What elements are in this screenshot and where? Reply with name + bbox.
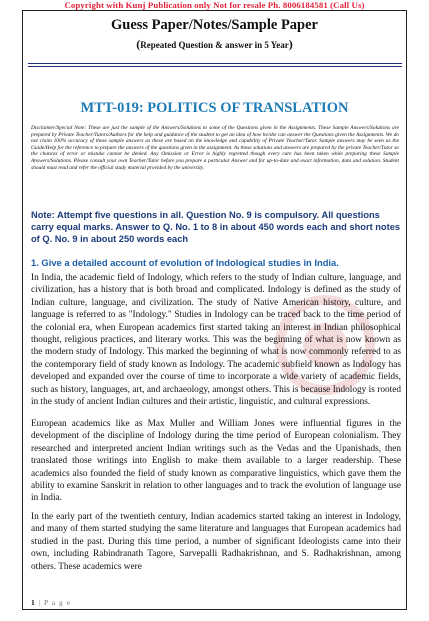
subheading-open-paren: ( <box>136 37 141 51</box>
page-footer <box>31 598 71 607</box>
disclaimer-text: Disclaimer/Special Note: These are just the sample of the Answers/Solutions to some of the Questions given in the Assignments. These Sample Answers/Solutions are prepared by Private Teacher/Tutors/Authors for the help and guidance of the student to get an idea of how he/she can answer the Questions given the Assignments. We do not claim 100% accuracy of these sample answers as these are based on the knowledge and capability of Private Teacher/Tutor. Sample answers may be seen as the Guide/Help for the reference to prepare the answers of the questions given in the assignment. As these solutions and answers are prepared by the private Teacher/Tutor so the chances of error or mistake cannot be denied. Any Omission or Error is highly regretted though every care has been taken while preparing these Sample Answers/Solutions. Please consult your own Teacher/Tutor before you prepare a particular Answer and for up-to-date and exact information, data and solution. Student should must read and refer the official study material provided by the university. <box>31 125 399 171</box>
instructions-note: Note: Attempt five questions in all. Question No. 9 is compulsory. All questions carry equal marks. Answer to Q. No. 1 to 8 in about 450 words each and short notes of Q. No. 9 in about 250 words each <box>31 210 401 244</box>
header-divider-top <box>28 63 402 64</box>
footer-separator: | <box>38 598 41 607</box>
page-heading: Guess Paper/Notes/Sample Paper <box>110 17 318 33</box>
page-label: P a g e <box>44 598 71 607</box>
question-heading: 1. Give a detailed account of evolution of Indological studies in India. <box>31 257 339 268</box>
copyright-banner: Copyright with Kunj Publication only Not for resale Ph. 8006184581 (Call Us) <box>64 0 365 10</box>
document-title: MTT-019: POLITICS OF TRANSLATION <box>80 100 349 116</box>
answer-paragraph: In India, the academic field of Indology, which refers to the study of Indian culture, language, and civilization, has a history that is both broad and complicated. Indology is defined as the study of Indian culture, language, and civilization. The study of Native American history, culture, and language is referred to as "Indology." Studies in Indology can be traced back to the time period of the colonial era, when European academics first started taking an interest in Indian philosophical thought, religious practices, and literary works. This was the beginning of what is now known as the modern study of Indology. This marked the beginning of what is now commonly referred to as the contemporary field of study known as Indology. The academic subfield known as Indology has developed and expanded over the course of time to incorporate a wide variety of academic fields, such as history, languages, art, and archaeology, amongst others. This is because Indology is rooted in the study of ancient Indian cultures and their artistic, linguistic, and cultural expressions. <box>31 273 401 408</box>
answer-paragraph: In the early part of the twentieth century, Indian academics started taking an interest in Indology, and many of them started studying the same literature and languages that European academics had studied in the past. During this time period, a number of significant Ideologists came into their own, including Rabindranath Tagore, Sarvepalli Radhakrishnan, and S. Radhakrishnan, among others. These academics were <box>31 512 401 572</box>
page-subheading <box>0 37 429 52</box>
answer-paragraph: European academics like as Max Muller and William Jones were influential figures in the development of the discipline of Indology during the time period of European colonialism. They researched and interpreted ancient Indian writings such as the Vedas and the Upanishads, then translated those writings into English to make them available to a larger readership. These academics also founded the field of study known as comparative linguistics, which gave them the ability to examine Sanskrit in relation to other languages and to track the evolution of language use in India. <box>31 419 401 504</box>
page-number: 1 <box>31 598 35 607</box>
subheading-text: Repeated Question & answer in 5 Year <box>140 40 289 50</box>
subheading-close-paren: ) <box>288 37 293 51</box>
header-divider-bottom <box>28 66 402 67</box>
